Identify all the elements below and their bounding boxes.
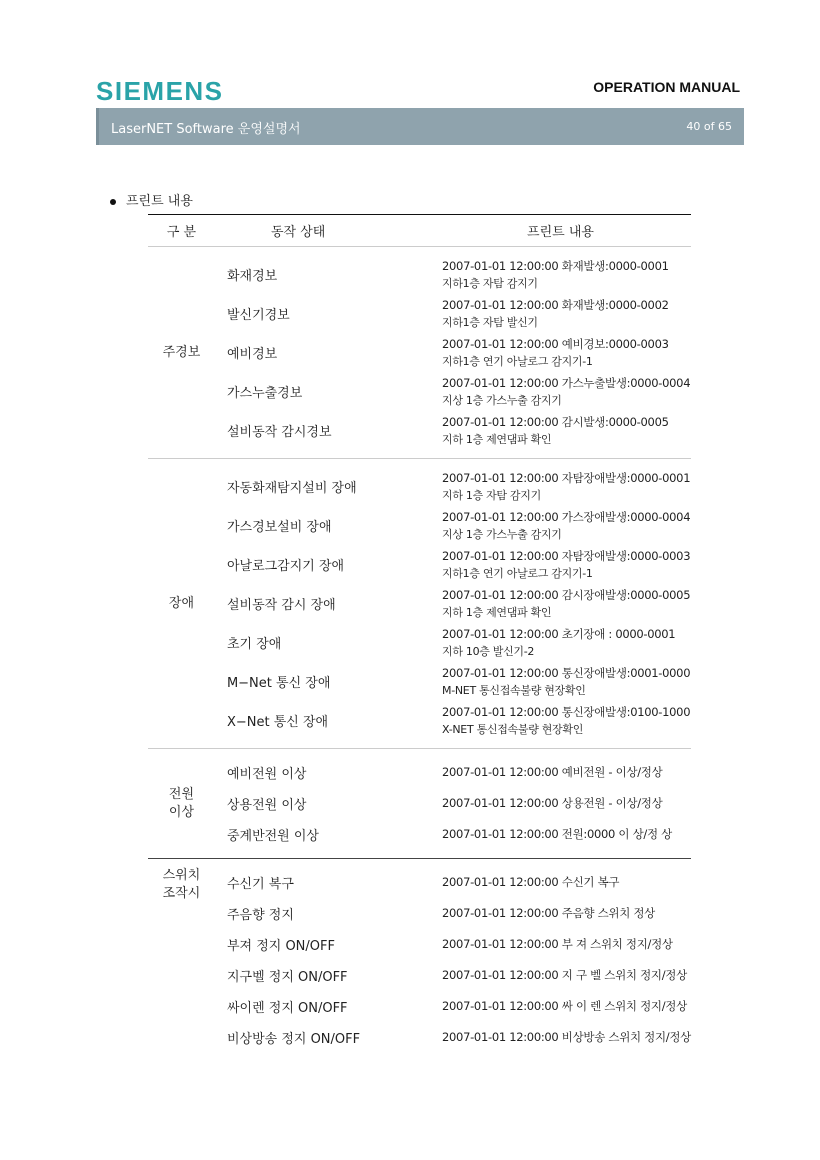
page-number: 40 of 65: [686, 120, 732, 133]
print-cell: [430, 506, 691, 545]
state-cell: M−Net 통신 장애: [226, 676, 331, 691]
table-row: [148, 545, 691, 584]
table-row: [148, 867, 691, 898]
print-cell: [430, 255, 691, 294]
state-cell: 지구벨 정지 ON/OFF: [226, 970, 348, 985]
bullet-icon: [110, 199, 116, 205]
table-row: [148, 960, 691, 991]
state-cell: 가스누출경보: [226, 386, 303, 401]
table-row: [148, 506, 691, 545]
header-print: 프린트 내용: [430, 215, 691, 247]
print-line1: 2007-01-01 12:00:00 전원:0000 이 상/정 상: [442, 827, 672, 841]
category-line1: 스위치: [162, 868, 201, 883]
print-line1: 2007-01-01 12:00:00 예비전원 - 이상/정상: [442, 765, 663, 779]
print-cell: [430, 757, 691, 788]
print-line1: 2007-01-01 12:00:00 비상방송 스위치 정지/정상: [442, 1030, 691, 1044]
section-heading: [110, 190, 193, 209]
state-cell: 자동화재탐지설비 장애: [226, 481, 357, 496]
print-cell: [430, 294, 691, 333]
print-cell: [430, 584, 691, 623]
category-cell: 장애: [168, 595, 195, 611]
print-line2: 지하1층 자탐 감지기: [442, 276, 538, 290]
state-cell: 아날로그감지기 장애: [226, 559, 345, 574]
print-cell: [430, 545, 691, 584]
print-cell: [430, 819, 691, 850]
table-row: [148, 372, 691, 411]
section-title: 프린트 내용: [126, 194, 193, 209]
table-row: [148, 701, 691, 740]
print-cell: [430, 1022, 691, 1053]
print-cell: [430, 867, 691, 898]
print-cell: [430, 662, 691, 701]
print-cell: [430, 960, 691, 991]
state-cell: 화재경보: [226, 269, 278, 284]
document-title: OPERATION MANUAL: [593, 79, 740, 95]
table-header-row: [148, 215, 691, 247]
table-row: [148, 929, 691, 960]
print-cell: [430, 467, 691, 506]
table-row: [148, 757, 691, 788]
print-line1: 2007-01-01 12:00:00 상용전원 - 이상/정상: [442, 796, 663, 810]
print-line2: M-NET 통신접속불량 현장확인: [442, 683, 586, 697]
print-line1: 2007-01-01 12:00:00 초기장애 : 0000-0001: [442, 626, 676, 641]
print-cell: [430, 701, 691, 740]
state-cell: 설비동작 감시경보: [226, 425, 332, 440]
print-line1: 2007-01-01 12:00:00 주음향 스위치 정상: [442, 906, 655, 920]
table-row: [148, 333, 691, 372]
print-line2: 지하1층 연기 아날로그 감지기-1: [442, 566, 593, 580]
print-line1: 2007-01-01 12:00:00 수신기 복구: [442, 875, 620, 889]
print-cell: [430, 898, 691, 929]
print-line1: 2007-01-01 12:00:00 통신장애발생:0100-1000: [442, 704, 691, 719]
category-cell: [148, 757, 215, 850]
print-cell: [430, 991, 691, 1022]
header-category: 구 분: [148, 215, 215, 247]
print-line1: 2007-01-01 12:00:00 싸 이 렌 스위치 정지/정상: [442, 999, 687, 1013]
table-row: [148, 294, 691, 333]
table-row: [148, 819, 691, 850]
header-banner: [96, 108, 744, 145]
banner-title: LaserNET Software 운영설명서: [111, 122, 301, 137]
print-cell: [430, 411, 691, 450]
print-line1: 2007-01-01 12:00:00 가스누출발생:0000-0004: [442, 375, 691, 390]
state-cell: 예비경보: [226, 347, 278, 362]
print-line2: 지하1층 자탐 발신기: [442, 315, 538, 329]
print-line1: 2007-01-01 12:00:00 감시장애발생:0000-0005: [442, 587, 691, 602]
state-cell: 중계반전원 이상: [226, 829, 319, 844]
print-line1: 2007-01-01 12:00:00 예비경보:0000-0003: [442, 336, 669, 351]
print-line2: 지하 1층 제연댐파 확인: [442, 432, 552, 446]
category-line1: 전원: [168, 786, 195, 802]
state-cell: 설비동작 감시 장애: [226, 598, 336, 613]
category-line2: 이상: [168, 804, 195, 820]
table-row: [148, 898, 691, 929]
print-line2: 지상 1층 가스누출 감지기: [442, 527, 562, 541]
print-line2: 지하1층 연기 아날로그 감지기-1: [442, 354, 593, 368]
print-line1: 2007-01-01 12:00:00 화재발생:0000-0001: [442, 258, 669, 273]
state-cell: X−Net 통신 장애: [226, 715, 329, 730]
state-cell: 발신기경보: [226, 308, 290, 323]
table-row: [148, 584, 691, 623]
print-line1: 2007-01-01 12:00:00 감시발생:0000-0005: [442, 414, 669, 429]
category-cell: 주경보: [162, 344, 201, 360]
category-cell: [148, 867, 215, 1053]
print-cell: [430, 333, 691, 372]
print-content-table: [148, 214, 691, 1053]
state-cell: 부져 정지 ON/OFF: [226, 939, 335, 954]
print-line1: 2007-01-01 12:00:00 부 져 스위치 정지/정상: [442, 937, 673, 951]
category-line2: 조작시: [162, 886, 201, 901]
print-line2: 지하 1층 제연댐파 확인: [442, 605, 552, 619]
siemens-logo: SIEMENS: [96, 76, 224, 106]
table-row: [148, 991, 691, 1022]
state-cell: 비상방송 정지 ON/OFF: [226, 1032, 361, 1047]
print-cell: [430, 623, 691, 662]
state-cell: 싸이렌 정지 ON/OFF: [226, 1001, 348, 1016]
state-cell: 상용전원 이상: [226, 798, 307, 813]
table-row: [148, 662, 691, 701]
table-row: [148, 411, 691, 450]
table-row: [148, 255, 691, 294]
print-line1: 2007-01-01 12:00:00 자탐장애발생:0000-0001: [442, 470, 691, 485]
state-cell: 수신기 복구: [226, 877, 294, 892]
print-line1: 2007-01-01 12:00:00 지 구 벨 스위치 정지/정상: [442, 968, 687, 982]
state-cell: 초기 장애: [226, 637, 282, 652]
state-cell: 예비전원 이상: [226, 767, 307, 782]
state-cell: 가스경보설비 장애: [226, 520, 332, 535]
table-row: [148, 788, 691, 819]
state-cell: 주음향 정지: [226, 908, 294, 923]
header-state: 동작 상태: [215, 215, 430, 247]
print-line2: X-NET 통신접속불량 현장확인: [442, 722, 584, 736]
print-line1: 2007-01-01 12:00:00 화재발생:0000-0002: [442, 297, 669, 312]
print-line1: 2007-01-01 12:00:00 통신장애발생:0001-0000: [442, 665, 691, 680]
table-row: [148, 623, 691, 662]
table-row: [148, 1022, 691, 1053]
table-row: [148, 467, 691, 506]
print-line1: 2007-01-01 12:00:00 가스장애발생:0000-0004: [442, 509, 691, 524]
print-line1: 2007-01-01 12:00:00 자탐장애발생:0000-0003: [442, 548, 691, 563]
print-line2: 지상 1층 가스누출 감지기: [442, 393, 562, 407]
print-line2: 지하 10층 발신기-2: [442, 644, 535, 658]
print-cell: [430, 929, 691, 960]
print-cell: [430, 372, 691, 411]
print-line2: 지하 1층 자탐 감지기: [442, 488, 541, 502]
print-cell: [430, 788, 691, 819]
